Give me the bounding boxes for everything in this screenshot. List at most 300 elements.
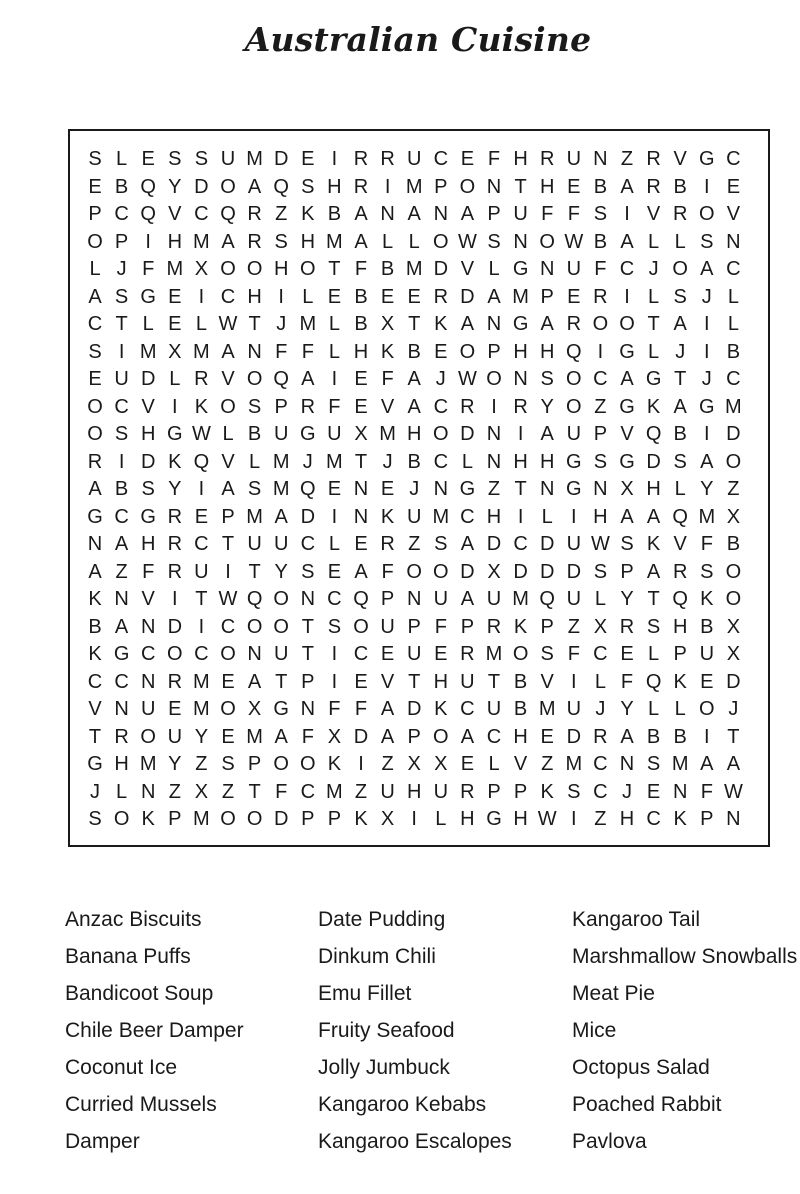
grid-letter[interactable]: V bbox=[380, 395, 395, 418]
grid-letter[interactable]: Y bbox=[540, 395, 554, 418]
grid-letter[interactable]: L bbox=[674, 478, 686, 500]
grid-letter[interactable]: I bbox=[118, 340, 125, 363]
grid-letter[interactable]: M bbox=[193, 230, 210, 253]
grid-letter[interactable]: T bbox=[408, 313, 421, 335]
grid-letter[interactable]: C bbox=[87, 313, 103, 335]
grid-letter[interactable]: W bbox=[564, 230, 584, 253]
grid-letter[interactable]: X bbox=[327, 725, 342, 748]
grid-letter[interactable]: B bbox=[407, 450, 421, 473]
grid-letter[interactable]: U bbox=[433, 588, 449, 610]
grid-letter[interactable]: A bbox=[700, 450, 714, 473]
grid-letter[interactable]: O bbox=[699, 203, 715, 225]
grid-letter[interactable]: I bbox=[331, 368, 338, 390]
grid-letter[interactable]: H bbox=[539, 340, 555, 363]
grid-letter[interactable]: B bbox=[646, 725, 661, 748]
grid-letter[interactable]: E bbox=[460, 148, 475, 170]
grid-letter[interactable]: Q bbox=[672, 505, 688, 528]
grid-letter[interactable]: E bbox=[407, 285, 421, 308]
grid-letter[interactable]: P bbox=[380, 588, 395, 610]
grid-letter[interactable]: C bbox=[194, 203, 209, 225]
grid-letter[interactable]: W bbox=[457, 368, 477, 390]
grid-letter[interactable]: D bbox=[566, 560, 582, 583]
grid-letter[interactable]: I bbox=[331, 643, 338, 665]
grid-letter[interactable]: M bbox=[538, 698, 556, 720]
grid-letter[interactable]: R bbox=[194, 368, 209, 390]
grid-letter[interactable]: Y bbox=[194, 725, 209, 748]
grid-letter[interactable]: P bbox=[274, 395, 288, 418]
grid-letter[interactable]: H bbox=[140, 533, 156, 555]
grid-letter[interactable]: I bbox=[517, 423, 524, 445]
grid-letter[interactable]: F bbox=[354, 698, 368, 720]
grid-letter[interactable]: I bbox=[624, 285, 630, 308]
grid-letter[interactable]: E bbox=[434, 340, 448, 363]
grid-letter[interactable]: M bbox=[272, 478, 290, 500]
grid-letter[interactable]: A bbox=[673, 313, 687, 335]
grid-letter[interactable]: L bbox=[408, 230, 420, 253]
grid-letter[interactable]: Q bbox=[645, 670, 662, 693]
grid-letter[interactable]: S bbox=[646, 753, 661, 775]
grid-letter[interactable]: O bbox=[300, 753, 316, 775]
grid-letter[interactable]: C bbox=[140, 643, 156, 665]
grid-letter[interactable]: K bbox=[327, 753, 342, 775]
grid-letter[interactable]: I bbox=[597, 340, 604, 363]
grid-letter[interactable]: G bbox=[699, 395, 715, 418]
grid-letter[interactable]: O bbox=[220, 808, 236, 830]
grid-letter[interactable]: N bbox=[672, 780, 688, 803]
grid-letter[interactable]: V bbox=[540, 670, 554, 693]
grid-letter[interactable]: R bbox=[539, 148, 555, 170]
grid-letter[interactable]: Q bbox=[220, 203, 236, 225]
grid-letter[interactable]: B bbox=[88, 615, 102, 638]
grid-letter[interactable]: O bbox=[167, 643, 183, 665]
grid-letter[interactable]: O bbox=[273, 615, 289, 638]
grid-letter[interactable]: B bbox=[513, 670, 528, 693]
grid-letter[interactable]: E bbox=[646, 780, 661, 803]
grid-letter[interactable]: Q bbox=[300, 478, 316, 500]
grid-letter[interactable]: L bbox=[142, 313, 154, 335]
grid-letter[interactable]: H bbox=[646, 478, 661, 500]
grid-letter[interactable]: X bbox=[354, 423, 368, 445]
grid-letter[interactable]: V bbox=[513, 753, 528, 775]
grid-letter[interactable]: M bbox=[246, 505, 263, 528]
grid-letter[interactable]: I bbox=[704, 340, 710, 363]
grid-letter[interactable]: L bbox=[674, 230, 686, 253]
grid-letter[interactable]: N bbox=[513, 368, 528, 390]
grid-letter[interactable]: Q bbox=[353, 588, 369, 610]
grid-letter[interactable]: Z bbox=[354, 780, 368, 803]
grid-letter[interactable]: Y bbox=[700, 478, 714, 500]
grid-letter[interactable]: O bbox=[246, 368, 263, 390]
grid-letter[interactable]: E bbox=[700, 670, 714, 693]
grid-letter[interactable]: T bbox=[301, 615, 314, 638]
grid-letter[interactable]: J bbox=[435, 368, 446, 390]
grid-letter[interactable]: R bbox=[87, 450, 103, 473]
grid-letter[interactable]: Q bbox=[193, 450, 210, 473]
grid-letter[interactable]: C bbox=[114, 203, 129, 225]
grid-letter[interactable]: B bbox=[114, 478, 129, 500]
grid-letter[interactable]: Y bbox=[168, 753, 182, 775]
grid-letter[interactable]: N bbox=[593, 148, 608, 170]
grid-letter[interactable]: M bbox=[485, 643, 503, 665]
grid-letter[interactable]: H bbox=[513, 148, 528, 170]
grid-letter[interactable]: G bbox=[566, 450, 582, 473]
grid-letter[interactable]: L bbox=[328, 340, 340, 363]
grid-letter[interactable]: K bbox=[673, 808, 687, 830]
grid-letter[interactable]: W bbox=[723, 780, 743, 803]
grid-letter[interactable]: C bbox=[593, 368, 608, 390]
grid-letter[interactable]: N bbox=[486, 175, 502, 198]
grid-letter[interactable]: K bbox=[380, 340, 395, 363]
grid-letter[interactable]: U bbox=[273, 533, 289, 555]
grid-letter[interactable]: P bbox=[407, 615, 421, 638]
grid-letter[interactable]: T bbox=[195, 588, 208, 610]
grid-letter[interactable]: A bbox=[88, 285, 102, 308]
grid-letter[interactable]: I bbox=[384, 175, 391, 198]
grid-letter[interactable]: I bbox=[198, 285, 205, 308]
grid-letter[interactable]: J bbox=[728, 698, 739, 720]
grid-letter[interactable]: S bbox=[194, 148, 209, 170]
grid-letter[interactable]: B bbox=[726, 533, 741, 555]
grid-letter[interactable]: U bbox=[380, 780, 395, 803]
grid-letter[interactable]: Q bbox=[273, 175, 289, 198]
grid-letter[interactable]: M bbox=[405, 258, 423, 280]
grid-letter[interactable]: U bbox=[566, 588, 582, 610]
grid-letter[interactable]: W bbox=[590, 533, 610, 555]
grid-letter[interactable]: F bbox=[142, 560, 155, 583]
grid-letter[interactable]: N bbox=[140, 670, 156, 693]
grid-letter[interactable]: M bbox=[326, 230, 343, 253]
grid-letter[interactable]: T bbox=[354, 450, 368, 473]
grid-letter[interactable]: M bbox=[405, 175, 423, 198]
grid-letter[interactable]: T bbox=[647, 313, 660, 335]
grid-letter[interactable]: S bbox=[700, 230, 714, 253]
grid-letter[interactable]: I bbox=[172, 588, 178, 610]
grid-letter[interactable]: O bbox=[433, 725, 449, 748]
grid-letter[interactable]: G bbox=[486, 808, 502, 830]
grid-letter[interactable]: B bbox=[407, 340, 421, 363]
grid-letter[interactable]: S bbox=[700, 560, 714, 583]
grid-letter[interactable]: V bbox=[141, 395, 155, 418]
grid-letter[interactable]: V bbox=[380, 670, 395, 693]
grid-letter[interactable]: E bbox=[194, 505, 209, 528]
grid-letter[interactable]: A bbox=[301, 368, 315, 390]
grid-letter[interactable]: E bbox=[380, 478, 395, 500]
grid-letter[interactable]: K bbox=[168, 450, 182, 473]
grid-letter[interactable]: E bbox=[327, 560, 342, 583]
grid-letter[interactable]: S bbox=[301, 560, 315, 583]
grid-letter[interactable]: F bbox=[541, 203, 554, 225]
grid-letter[interactable]: R bbox=[566, 313, 582, 335]
grid-letter[interactable]: H bbox=[486, 505, 502, 528]
grid-letter[interactable]: U bbox=[220, 148, 236, 170]
grid-letter[interactable]: N bbox=[486, 423, 502, 445]
grid-letter[interactable]: L bbox=[648, 643, 660, 665]
grid-letter[interactable]: I bbox=[225, 560, 231, 583]
grid-letter[interactable]: S bbox=[114, 285, 129, 308]
grid-letter[interactable]: L bbox=[594, 588, 606, 610]
grid-letter[interactable]: L bbox=[195, 313, 207, 335]
grid-letter[interactable]: B bbox=[327, 203, 342, 225]
grid-letter[interactable]: C bbox=[220, 615, 236, 638]
grid-letter[interactable]: M bbox=[326, 780, 343, 803]
grid-letter[interactable]: D bbox=[646, 450, 661, 473]
grid-letter[interactable]: A bbox=[380, 725, 395, 748]
grid-letter[interactable]: R bbox=[114, 725, 129, 748]
grid-letter[interactable]: P bbox=[88, 203, 102, 225]
grid-letter[interactable]: U bbox=[194, 560, 209, 583]
grid-letter[interactable]: P bbox=[247, 753, 262, 775]
grid-letter[interactable]: A bbox=[487, 285, 501, 308]
grid-letter[interactable]: J bbox=[302, 450, 313, 473]
grid-letter[interactable]: D bbox=[566, 725, 582, 748]
grid-letter[interactable]: B bbox=[673, 175, 687, 198]
grid-letter[interactable]: D bbox=[167, 615, 183, 638]
grid-letter[interactable]: A bbox=[460, 203, 475, 225]
grid-letter[interactable]: I bbox=[118, 450, 125, 473]
grid-letter[interactable]: G bbox=[300, 423, 316, 445]
grid-letter[interactable]: R bbox=[672, 203, 688, 225]
grid-letter[interactable]: L bbox=[222, 423, 234, 445]
grid-letter[interactable]: P bbox=[540, 285, 554, 308]
grid-letter[interactable]: A bbox=[620, 725, 634, 748]
grid-letter[interactable]: N bbox=[486, 450, 502, 473]
grid-letter[interactable]: C bbox=[593, 780, 608, 803]
grid-letter[interactable]: P bbox=[593, 423, 608, 445]
grid-letter[interactable]: D bbox=[140, 368, 156, 390]
grid-letter[interactable]: W bbox=[218, 588, 238, 610]
grid-letter[interactable]: U bbox=[406, 148, 422, 170]
grid-letter[interactable]: M bbox=[512, 285, 529, 308]
grid-letter[interactable]: C bbox=[433, 450, 449, 473]
grid-letter[interactable]: R bbox=[433, 285, 449, 308]
grid-letter[interactable]: P bbox=[434, 175, 448, 198]
grid-letter[interactable]: S bbox=[247, 395, 262, 418]
grid-letter[interactable]: A bbox=[380, 698, 395, 720]
grid-letter[interactable]: T bbox=[647, 588, 660, 610]
grid-letter[interactable]: D bbox=[726, 423, 741, 445]
grid-letter[interactable]: T bbox=[115, 313, 128, 335]
grid-letter[interactable]: A bbox=[407, 203, 421, 225]
grid-letter[interactable]: A bbox=[540, 313, 554, 335]
grid-letter[interactable]: Y bbox=[620, 698, 634, 720]
grid-letter[interactable]: X bbox=[726, 615, 741, 638]
grid-letter[interactable]: V bbox=[673, 148, 687, 170]
grid-letter[interactable]: P bbox=[620, 560, 634, 583]
grid-letter[interactable]: C bbox=[619, 258, 635, 280]
grid-letter[interactable]: L bbox=[541, 505, 553, 528]
grid-letter[interactable]: N bbox=[619, 753, 635, 775]
grid-letter[interactable]: R bbox=[646, 175, 661, 198]
grid-letter[interactable]: B bbox=[700, 615, 714, 638]
grid-letter[interactable]: J bbox=[622, 780, 632, 803]
grid-letter[interactable]: X bbox=[593, 615, 608, 638]
grid-letter[interactable]: Z bbox=[115, 560, 128, 583]
grid-letter[interactable]: Q bbox=[672, 588, 688, 610]
grid-letter[interactable]: M bbox=[326, 450, 343, 473]
grid-letter[interactable]: S bbox=[673, 450, 687, 473]
grid-letter[interactable]: S bbox=[593, 203, 608, 225]
grid-letter[interactable]: Z bbox=[594, 395, 607, 418]
grid-letter[interactable]: I bbox=[411, 808, 417, 830]
grid-letter[interactable]: M bbox=[432, 505, 450, 528]
grid-letter[interactable]: E bbox=[354, 368, 368, 390]
grid-letter[interactable]: B bbox=[513, 698, 528, 720]
grid-letter[interactable]: Z bbox=[727, 478, 740, 500]
grid-letter[interactable]: R bbox=[247, 203, 262, 225]
grid-letter[interactable]: D bbox=[486, 533, 502, 555]
grid-letter[interactable]: U bbox=[140, 698, 156, 720]
grid-letter[interactable]: K bbox=[88, 588, 102, 610]
grid-letter[interactable]: L bbox=[461, 450, 473, 473]
grid-letter[interactable]: A bbox=[460, 725, 475, 748]
grid-letter[interactable]: C bbox=[114, 505, 129, 528]
grid-letter[interactable]: O bbox=[672, 258, 688, 280]
grid-letter[interactable]: U bbox=[566, 423, 582, 445]
grid-letter[interactable]: M bbox=[193, 808, 210, 830]
grid-letter[interactable]: A bbox=[221, 478, 235, 500]
grid-letter[interactable]: W bbox=[191, 423, 211, 445]
grid-letter[interactable]: G bbox=[87, 753, 103, 775]
grid-letter[interactable]: D bbox=[539, 533, 555, 555]
grid-letter[interactable]: U bbox=[566, 533, 582, 555]
grid-letter[interactable]: F bbox=[620, 670, 634, 693]
grid-letter[interactable]: Z bbox=[487, 478, 501, 500]
grid-letter[interactable]: U bbox=[167, 725, 183, 748]
grid-letter[interactable]: L bbox=[488, 258, 500, 280]
grid-letter[interactable]: A bbox=[354, 230, 368, 253]
grid-letter[interactable]: M bbox=[512, 588, 529, 610]
grid-letter[interactable]: R bbox=[460, 643, 475, 665]
grid-letter[interactable]: O bbox=[300, 258, 316, 280]
grid-letter[interactable]: M bbox=[246, 725, 263, 748]
grid-letter[interactable]: K bbox=[513, 615, 528, 638]
grid-letter[interactable]: C bbox=[646, 808, 661, 830]
grid-letter[interactable]: P bbox=[327, 808, 342, 830]
grid-letter[interactable]: I bbox=[358, 753, 364, 775]
grid-letter[interactable]: O bbox=[566, 395, 582, 418]
grid-letter[interactable]: O bbox=[220, 395, 236, 418]
grid-letter[interactable]: N bbox=[87, 533, 103, 555]
grid-letter[interactable]: E bbox=[221, 670, 235, 693]
grid-letter[interactable]: N bbox=[380, 203, 395, 225]
grid-letter[interactable]: S bbox=[88, 148, 102, 170]
grid-letter[interactable]: V bbox=[460, 258, 475, 280]
grid-letter[interactable]: V bbox=[620, 423, 634, 445]
grid-letter[interactable]: G bbox=[645, 368, 662, 390]
grid-letter[interactable]: C bbox=[593, 643, 608, 665]
grid-letter[interactable]: S bbox=[221, 753, 235, 775]
grid-letter[interactable]: Z bbox=[381, 753, 394, 775]
grid-letter[interactable]: R bbox=[593, 285, 608, 308]
grid-letter[interactable]: L bbox=[302, 285, 314, 308]
grid-letter[interactable]: E bbox=[567, 175, 581, 198]
grid-letter[interactable]: E bbox=[540, 725, 554, 748]
grid-letter[interactable]: I bbox=[491, 395, 497, 418]
grid-letter[interactable]: T bbox=[248, 560, 261, 583]
grid-letter[interactable]: D bbox=[194, 175, 209, 198]
grid-letter[interactable]: D bbox=[406, 698, 422, 720]
grid-letter[interactable]: D bbox=[460, 423, 475, 445]
grid-letter[interactable]: U bbox=[513, 203, 528, 225]
grid-letter[interactable]: B bbox=[380, 258, 395, 280]
grid-letter[interactable]: O bbox=[486, 368, 502, 390]
grid-letter[interactable]: A bbox=[221, 230, 235, 253]
grid-letter[interactable]: E bbox=[168, 285, 182, 308]
grid-letter[interactable]: G bbox=[619, 340, 635, 363]
grid-letter[interactable]: E bbox=[88, 175, 102, 198]
grid-letter[interactable]: H bbox=[513, 450, 528, 473]
grid-letter[interactable]: D bbox=[539, 560, 555, 583]
grid-letter[interactable]: T bbox=[275, 670, 288, 693]
grid-letter[interactable]: P bbox=[168, 808, 182, 830]
grid-letter[interactable]: N bbox=[247, 340, 262, 363]
grid-letter[interactable]: M bbox=[725, 395, 742, 418]
grid-letter[interactable]: R bbox=[646, 148, 661, 170]
grid-letter[interactable]: A bbox=[700, 258, 714, 280]
grid-letter[interactable]: E bbox=[354, 395, 368, 418]
grid-letter[interactable]: A bbox=[274, 725, 288, 748]
grid-letter[interactable]: E bbox=[380, 285, 395, 308]
grid-letter[interactable]: U bbox=[406, 643, 422, 665]
grid-letter[interactable]: E bbox=[434, 643, 448, 665]
grid-letter[interactable]: Z bbox=[408, 533, 421, 555]
grid-letter[interactable]: A bbox=[620, 230, 634, 253]
grid-letter[interactable]: O bbox=[433, 230, 449, 253]
grid-letter[interactable]: A bbox=[114, 615, 129, 638]
grid-letter[interactable]: G bbox=[459, 478, 476, 500]
grid-letter[interactable]: U bbox=[566, 698, 582, 720]
grid-letter[interactable]: A bbox=[673, 395, 687, 418]
grid-letter[interactable]: X bbox=[620, 478, 634, 500]
grid-letter[interactable]: R bbox=[353, 175, 369, 198]
grid-letter[interactable]: C bbox=[726, 368, 741, 390]
grid-letter[interactable]: S bbox=[88, 340, 102, 363]
grid-letter[interactable]: I bbox=[331, 148, 338, 170]
grid-letter[interactable]: L bbox=[488, 753, 500, 775]
grid-letter[interactable]: O bbox=[87, 423, 103, 445]
grid-letter[interactable]: L bbox=[648, 698, 660, 720]
grid-letter[interactable]: E bbox=[726, 175, 741, 198]
grid-letter[interactable]: I bbox=[624, 203, 630, 225]
grid-letter[interactable]: H bbox=[593, 505, 608, 528]
grid-letter[interactable]: A bbox=[88, 560, 102, 583]
grid-letter[interactable]: U bbox=[566, 148, 582, 170]
grid-letter[interactable]: V bbox=[646, 203, 661, 225]
grid-letter[interactable]: O bbox=[220, 258, 236, 280]
grid-letter[interactable]: C bbox=[433, 395, 449, 418]
grid-letter[interactable]: N bbox=[140, 615, 156, 638]
grid-letter[interactable]: L bbox=[648, 230, 660, 253]
grid-letter[interactable]: A bbox=[700, 753, 714, 775]
grid-letter[interactable]: K bbox=[380, 505, 395, 528]
grid-letter[interactable]: H bbox=[406, 423, 422, 445]
grid-letter[interactable]: D bbox=[140, 450, 156, 473]
grid-letter[interactable]: H bbox=[353, 340, 369, 363]
grid-letter[interactable]: U bbox=[433, 780, 449, 803]
grid-letter[interactable]: W bbox=[218, 313, 238, 335]
grid-letter[interactable]: K bbox=[194, 395, 209, 418]
grid-letter[interactable]: F bbox=[567, 643, 580, 665]
grid-letter[interactable]: Q bbox=[273, 368, 289, 390]
grid-letter[interactable]: L bbox=[169, 368, 181, 390]
grid-letter[interactable]: U bbox=[114, 368, 129, 390]
grid-letter[interactable]: P bbox=[221, 505, 235, 528]
grid-letter[interactable]: P bbox=[513, 780, 528, 803]
grid-letter[interactable]: M bbox=[698, 505, 716, 528]
grid-letter[interactable]: G bbox=[167, 423, 183, 445]
grid-letter[interactable]: L bbox=[648, 285, 660, 308]
grid-letter[interactable]: Q bbox=[566, 340, 582, 363]
